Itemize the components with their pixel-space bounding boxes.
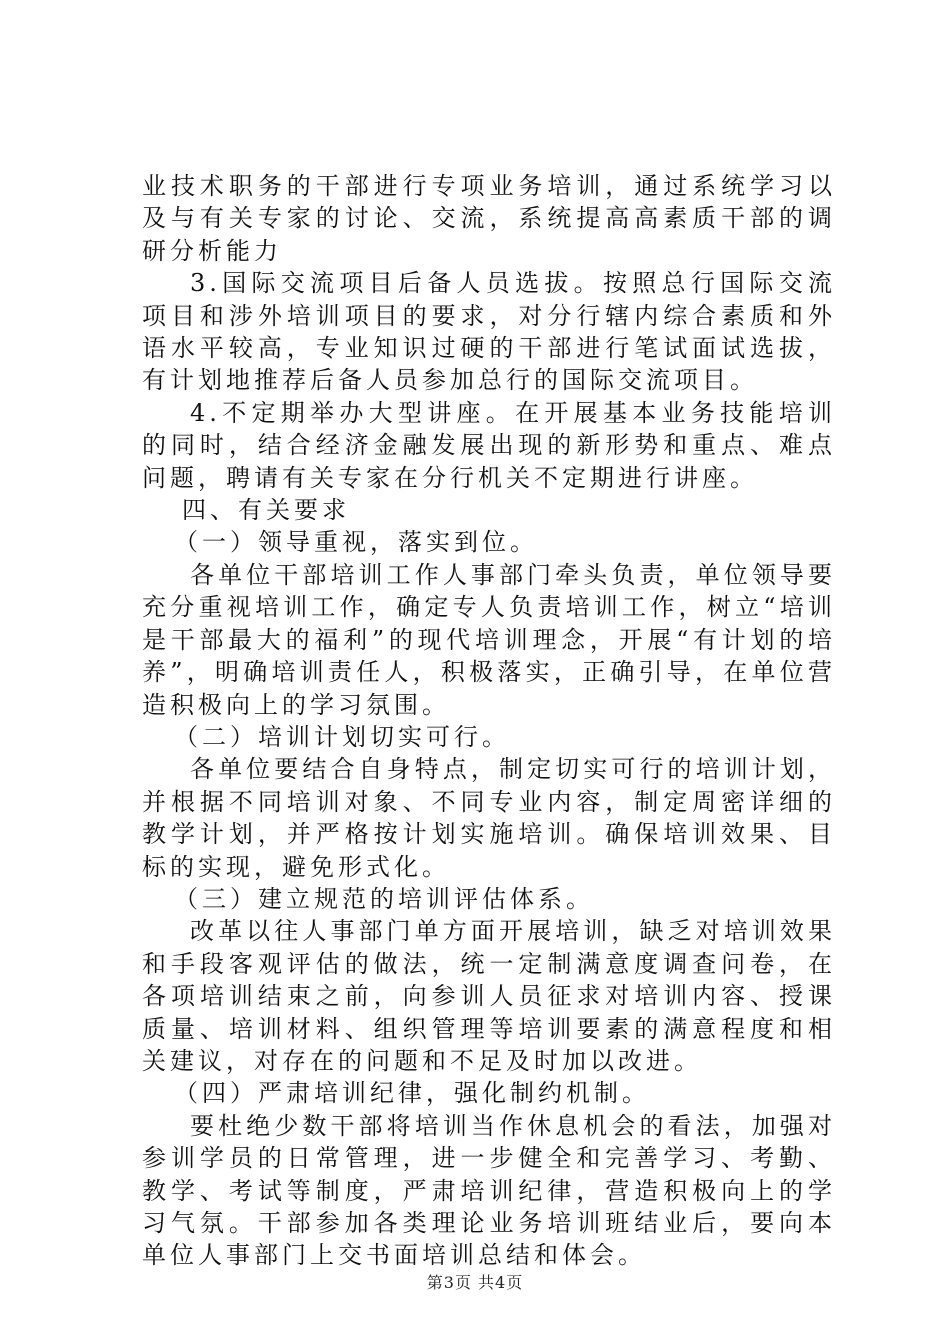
subheading-4: （四）严肃培训纪律，强化制约机制。 (174, 1079, 650, 1108)
subheading-3: （三）建立规范的培训评估体系。 (174, 884, 594, 913)
subheading-1: （一）领导重视，落实到位。 (174, 528, 538, 557)
paragraph-continuation: 业技术职务的干部进行专项业务培训，通过系统学习以及与有关专家的讨论、交流，系统提高高素质干部的调研分析能力 (142, 172, 836, 265)
paragraph-item-3: 3.国际交流项目后备人员选拔。按照总行国际交流项目和涉外培训项目的要求，对分行辖内综合素质和外语水平较高，专业知识过硬的干部进行笔试面试选拔，有计划地推荐后备人员参加总行的国际交流项目。 (142, 269, 836, 395)
paragraph-leadership: 各单位干部培训工作人事部门牵头负责，单位领导要充分重视培训工作，确定专人负责培训工作，树立“培训是干部最大的福利”的现代培训理念，开展“有计划的培养”，明确培训责任人，积极落实，正确引导，在单位营造积极向上的学习氛围。 (142, 560, 836, 719)
paragraph-item-4: 4.不定期举办大型讲座。在开展基本业务技能培训的同时，结合经济金融发展出现的新形势和重点、难点问题，聘请有关专家在分行机关不定期进行讲座。 (142, 398, 836, 492)
document-body (142, 170, 836, 1272)
paragraph-discipline: 要杜绝少数干部将培训当作休息机会的看法，加强对参训学员的日常管理，进一步健全和完善学习、考勤、教学、考试等制度，严肃培训纪律，营造积极向上的学习气氛。干部参加各类理论业务培训班结业后，要向本单位人事部门上交书面培训总结和体会。 (142, 1111, 836, 1270)
section-heading-requirements: 四、有关要求 (182, 496, 350, 525)
subheading-2: （二）培训计划切实可行。 (174, 722, 510, 751)
page-footer: 第3页 共4页 (426, 1273, 524, 1292)
paragraph-evaluation: 改革以往人事部门单方面开展培训，缺乏对培训效果和手段客观评估的做法，统一定制满意度调查问卷，在各项培训结束之前，向参训人员征求对培训内容、授课质量、培训材料、组织管理等培训要素的满意程度和相关建议，对存在的问题和不足及时加以改进。 (142, 917, 836, 1075)
paragraph-plan: 各单位要结合自身特点，制定切实可行的培训计划，并根据不同培训对象、不同专业内容，制定周密详细的教学计划，并严格按计划实施培训。确保培训效果、目标的实现，避免形式化。 (142, 755, 836, 881)
